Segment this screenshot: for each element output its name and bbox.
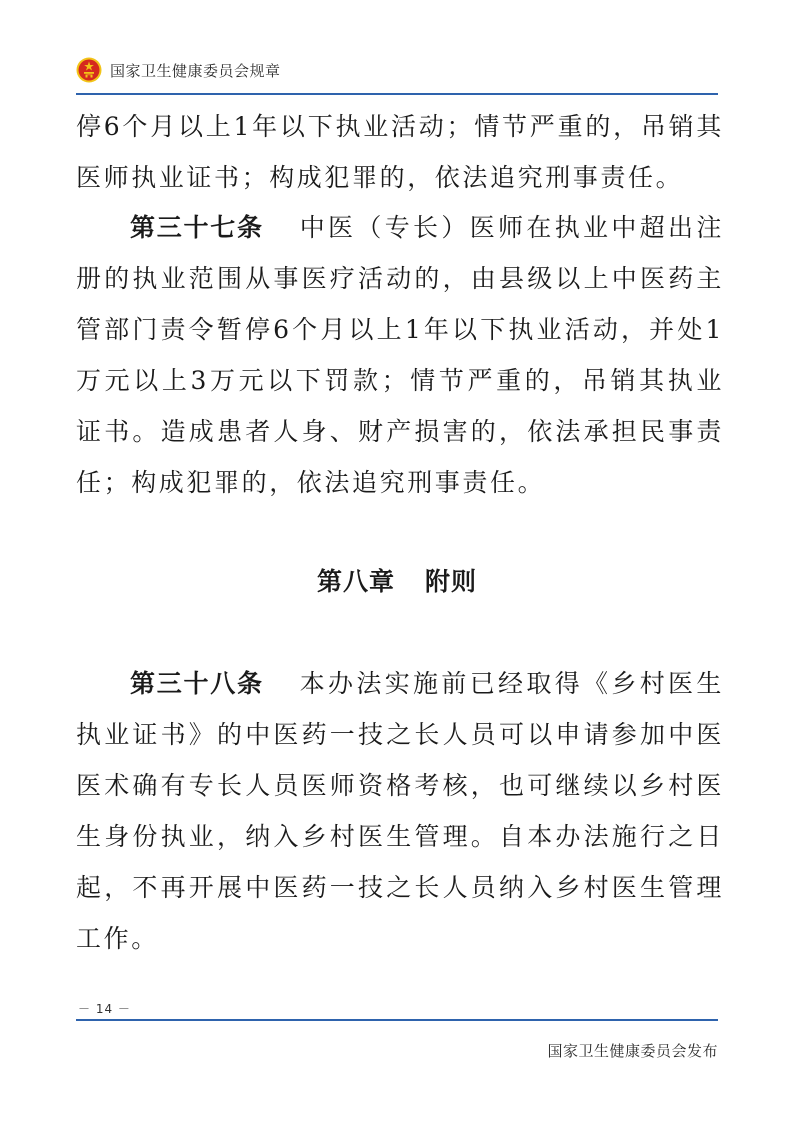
national-emblem-icon — [76, 57, 102, 83]
paragraph-continued: 停6个月以上1年以下执业活动；情节严重的，吊销其医师执业证书；构成犯罪的，依法追究刑事责任。 — [76, 112, 724, 192]
page-number: － 14 － — [78, 1002, 131, 1016]
chapter-number: 第八章 — [316, 567, 395, 596]
header-title: 国家卫生健康委员会规章 — [110, 61, 281, 80]
article-38 — [76, 658, 724, 964]
article-38-text: 本办法实施前已经取得《乡村医生执业证书》的中医药一技之长人员可以申请参加中医医术确有专长人员医师资格考核，也可继续以乡村医生身份执业，纳入乡村医生管理。自本办法施行之日起，不再开展中医药一技之长人员纳入乡村医生管理工作。 — [76, 669, 724, 953]
header-divider — [76, 93, 718, 95]
chapter-title: 附则 — [425, 567, 478, 596]
article-38-number: 第三十八条 — [130, 669, 264, 698]
article-37 — [76, 202, 724, 508]
chapter-heading — [76, 556, 718, 607]
page-header — [76, 54, 718, 86]
footer-publisher: 国家卫生健康委员会发布 — [547, 1042, 718, 1060]
footer-divider — [76, 1019, 718, 1021]
article-37-number: 第三十七条 — [130, 213, 264, 242]
article-37-text: 中医（专长）医师在执业中超出注册的执业范围从事医疗活动的，由县级以上中医药主管部门责令暂停6个月以上1年以下执业活动，并处1万元以上3万元以下罚款；情节严重的，吊销其执业证书。造成患者人身、财产损害的，依法承担民事责任；构成犯罪的，依法追究刑事责任。 — [76, 213, 724, 497]
